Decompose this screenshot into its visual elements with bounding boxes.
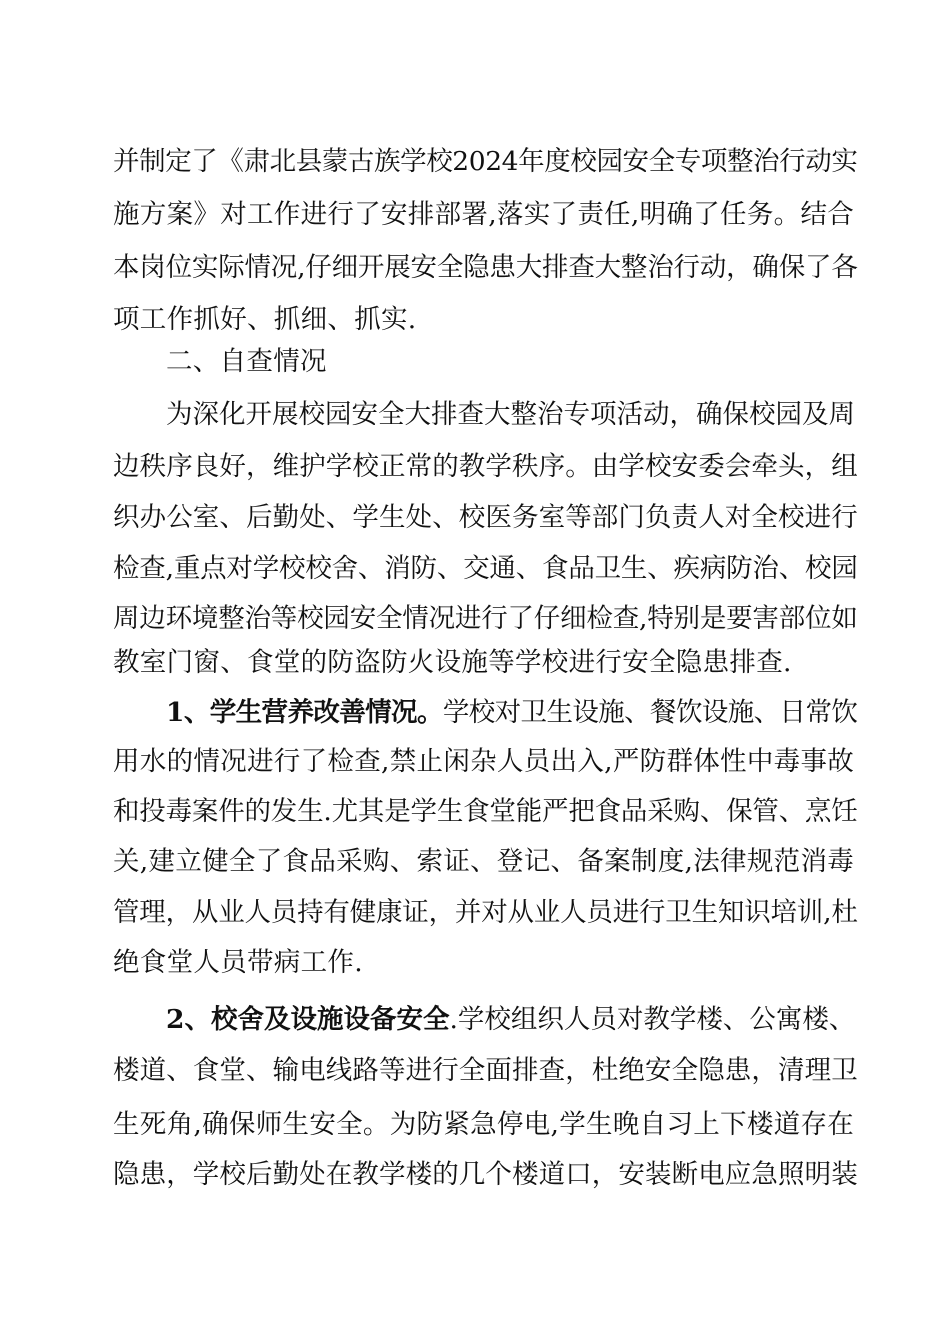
text-line: 本岗位实际情况,仔细开展安全隐患大排查大整治行动，确保了各 (113, 252, 858, 283)
text-line: 教室门窗、食堂的防盗防火设施等学校进行安全隐患排查. (113, 647, 792, 678)
text-line: 和投毒案件的发生.尤其是学生食堂能严把食品采购、保管、烹饪 (113, 796, 858, 827)
section-heading: 二、自查情况 (166, 346, 327, 377)
text-line: 为深化开展校园安全大排查大整治专项活动，确保校园及周 (166, 399, 855, 430)
text-line: 周边环境整治等校园安全情况进行了仔细检查,特别是要害部位如 (113, 603, 858, 634)
text-line: 楼道、食堂、输电线路等进行全面排查，杜绝安全隐患，清理卫 (113, 1055, 858, 1086)
item-heading-2: 2、校舍及设施设备安全 (166, 1004, 450, 1035)
item-text: .学校组织人员对教学楼、公寓楼、 (449, 1004, 856, 1035)
text-line: 生死角,确保师生安全。为防紧急停电,学生晚自习上下楼道存在 (113, 1109, 855, 1140)
text-line: 并制定了《肃北县蒙古族学校2024年度校园安全专项整治行动实 (113, 146, 858, 177)
text-line: 项工作抓好、抓细、抓实. (113, 304, 417, 335)
text-line: 绝食堂人员带病工作. (113, 947, 363, 978)
text-line: 检查,重点对学校校舍、消防、交通、食品卫生、疾病防治、校园 (113, 553, 858, 584)
text-line: 边秩序良好，维护学校正常的教学秩序。由学校安委会牵头，组 (113, 451, 858, 482)
text-line: 施方案》对工作进行了安排部署,落实了责任,明确了任务。结合 (113, 199, 855, 230)
item-heading-1: 1、学生营养改善情况。 (166, 697, 443, 728)
numbered-item-line (166, 696, 856, 730)
text-line: 用水的情况进行了检查,禁止闲杂人员出入,严防群体性中毒事故 (113, 746, 855, 777)
text-line: 关,建立健全了食品采购、索证、登记、备案制度,法律规范消毒 (113, 846, 855, 877)
numbered-item-line (166, 1003, 856, 1037)
text-line: 织办公室、后勤处、学生处、校医务室等部门负责人对全校进行 (113, 502, 858, 533)
text-line: 隐患，学校后勤处在教学楼的几个楼道口，安装断电应急照明装 (113, 1159, 858, 1190)
item-text: 学校对卫生设施、餐饮设施、日常饮 (442, 697, 858, 728)
text-line: 管理，从业人员持有健康证，并对从业人员进行卫生知识培训,杜 (113, 897, 858, 928)
